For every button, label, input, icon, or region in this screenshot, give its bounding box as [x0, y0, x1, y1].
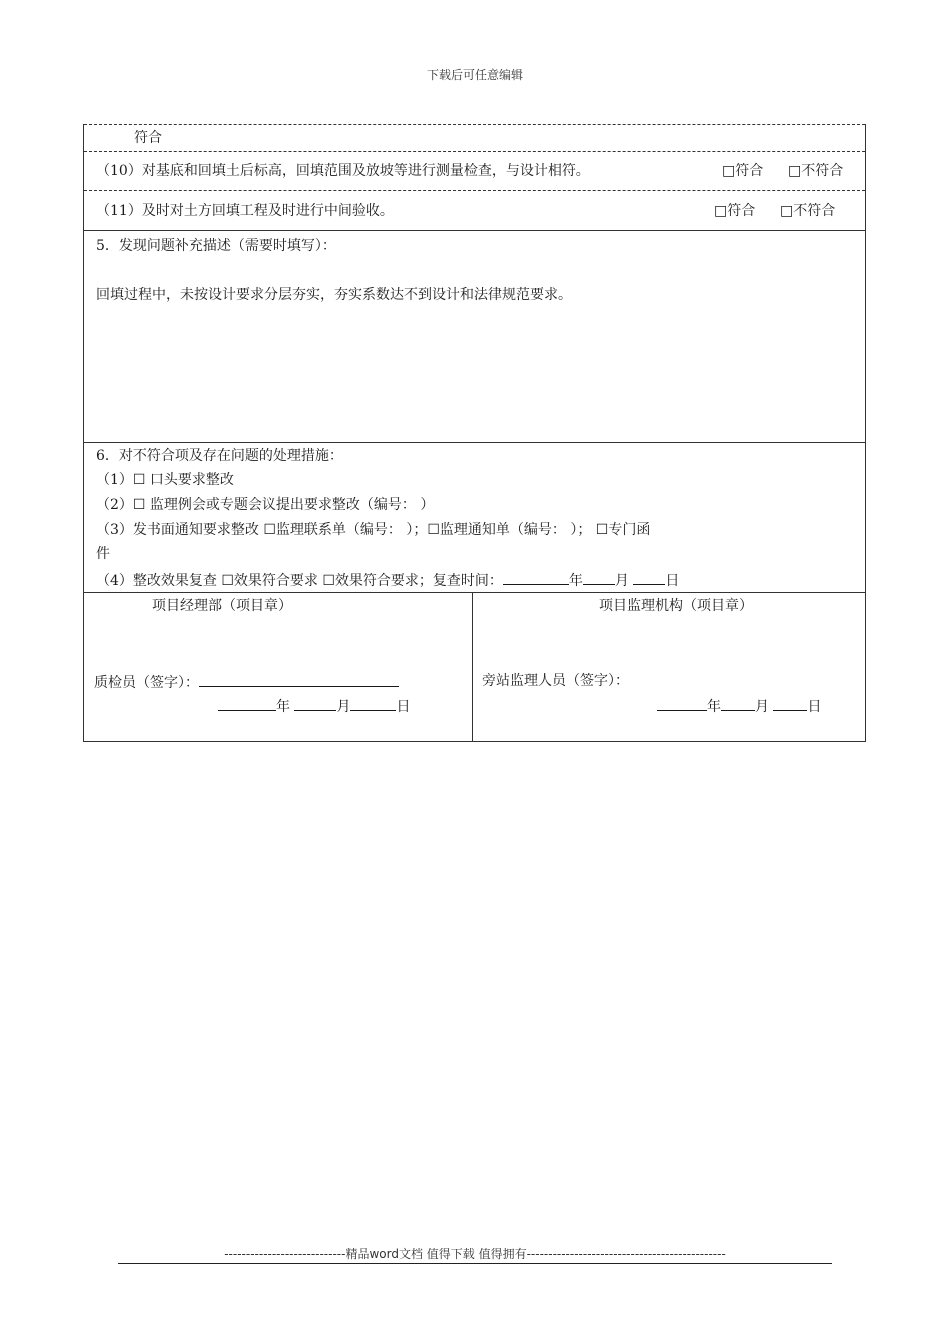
section-divider: [84, 230, 865, 231]
row11-conform-checkbox[interactable]: □符合: [714, 203, 756, 219]
inspector-label: 质检员（签字）：: [94, 675, 199, 691]
section6-item2: （2）☐ 监理例会或专题会议提出要求整改（编号： ）: [96, 497, 435, 513]
row11-nonconform-checkbox[interactable]: □不符合: [780, 203, 836, 219]
left-sign-title: 项目经理部（项目章）: [152, 598, 292, 614]
year-label: 年: [276, 699, 290, 715]
section5-title: 5．发现问题补充描述（需要时填写）：: [96, 238, 336, 254]
table-top-dashed-border: [84, 124, 865, 125]
day-label: 日: [665, 573, 680, 589]
left-month-field[interactable]: [294, 696, 336, 711]
section6-item4: [96, 570, 679, 590]
year-label: 年: [568, 573, 583, 589]
recheck-year-field[interactable]: [503, 570, 569, 585]
row10-nonconform-checkbox[interactable]: □不符合: [788, 163, 844, 179]
row11-text: （11）及时对土方回填工程及时进行中间验收。: [96, 203, 394, 219]
inspector-signature-field[interactable]: [199, 672, 399, 687]
row9-tail-text: 符合: [134, 130, 162, 146]
right-month-field[interactable]: [721, 696, 755, 711]
right-day-field[interactable]: [773, 696, 807, 711]
left-day-field[interactable]: [350, 696, 396, 711]
signature-column-divider: [472, 592, 473, 741]
left-year-field[interactable]: [218, 696, 276, 711]
day-label: 日: [807, 699, 822, 715]
left-sign-line: [94, 672, 399, 692]
inspection-table: [83, 124, 866, 742]
left-date-line: [218, 696, 410, 716]
supervisor-label: 旁站监理人员（签字）：: [482, 673, 629, 689]
section6-item3-cont: 件: [96, 546, 110, 562]
section6-title: 6．对不符合项及存在问题的处理措施：: [96, 448, 343, 464]
month-label: 月: [336, 699, 351, 715]
page-header: 下载后可任意编辑: [426, 68, 523, 82]
section5-content: 回填过程中，未按设计要求分层夯实，夯实系数达不到设计和法律规范要求。: [96, 287, 572, 303]
month-label: 月: [614, 573, 629, 589]
footer-rule: [118, 1263, 832, 1264]
section-divider: [84, 592, 865, 593]
year-label: 年: [707, 699, 721, 715]
day-label: 日: [396, 699, 411, 715]
section-divider: [84, 442, 865, 443]
row-divider: [84, 190, 865, 191]
row-divider: [84, 151, 865, 152]
page-footer: ----------------------------精品word文档 值得下载 值得拥有----------------------------------------------: [224, 1247, 726, 1261]
section6-item1: （1）☐ 口头要求整改: [96, 472, 234, 488]
recheck-day-field[interactable]: [633, 570, 665, 585]
right-sign-title: 项目监理机构（项目章）: [599, 598, 753, 614]
section6-item4-label: （4）整改效果复查 ☐效果符合要求 ☐效果符合要求；复查时间：: [96, 573, 503, 589]
section6-item3: （3）发书面通知要求整改 ☐监理联系单（编号： ）；☐监理通知单（编号： ）； ☐专门函: [96, 522, 651, 538]
recheck-month-field[interactable]: [583, 570, 615, 585]
month-label: 月: [755, 699, 769, 715]
row10-conform-checkbox[interactable]: □符合: [722, 163, 764, 179]
row10-text: （10）对基底和回填土后标高，回填范围及放坡等进行测量检查，与设计相符。: [96, 163, 590, 179]
right-year-field[interactable]: [657, 696, 707, 711]
right-date-line: [657, 696, 821, 716]
